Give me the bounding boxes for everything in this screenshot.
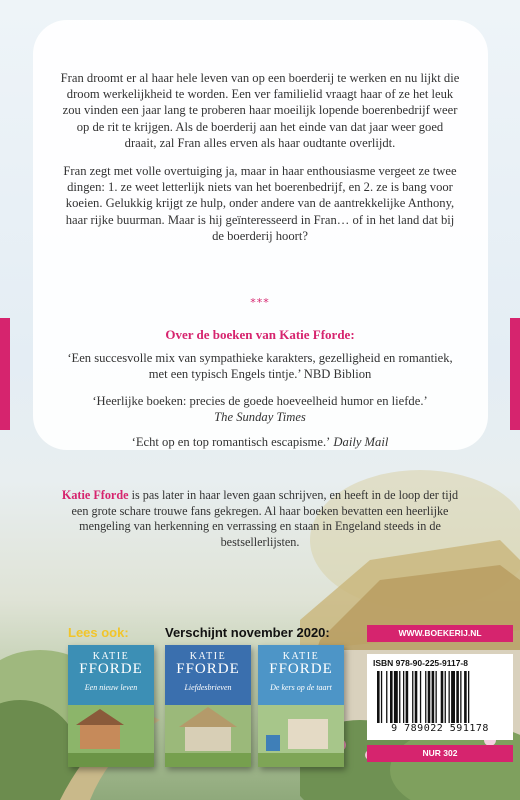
book-title: Liefdesbrieven [184,683,232,692]
author-bio-text: is pas later in haar leven gaan schrijven, en heeft in de loop der tijd een grote schare trouwe fans gekregen. Al haar boeken bevatten een heerlijke mengeling van herkenning en verrassing en staan in Engeland steeds in de bestsellerlijsten. [71,488,459,549]
lees-ook-label: Lees ook: [68,625,129,640]
book-surname: FFORDE [79,661,143,677]
book-cover-art [68,705,154,767]
blurb-paragraph-2: Fran zegt met volle overtuiging ja, maar in haar enthousiasme vergeet ze twee dingen: 1. ze weet letterlijk niets van het boerenbedrijf, en 2. ze is bang voor koeien. Gelukkig krijgt ze hulp, onder andere van de aantrekkelijke Anthony, haar rijke buurman. Maar is hij geïnteresseerd in Fran… of in het land dat bij de boerderij hoort? [63,164,457,243]
reviews-heading: Over de boeken van Katie Fforde: [165,327,355,342]
review-3 [60,434,460,450]
blurb [60,70,460,256]
book-cover-art [165,705,251,767]
publisher-url: WWW.BOEKERIJ.NL [367,625,513,642]
review-1 [60,350,460,382]
book-cover-2 [165,645,251,767]
book-cover-3 [258,645,344,767]
book-author: KATIE [282,651,320,662]
isbn-text: ISBN 978-90-225-9117-8 [373,658,468,668]
book-author: KATIE [189,651,227,662]
author-name: Katie Fforde [61,488,129,502]
review-source: The Sunday Times [214,410,306,425]
nur-code: NUR 302 [367,745,513,762]
divider-stars: *** [250,296,270,309]
book-title: De kers op de taart [270,683,332,692]
blurb-paragraph-1: Fran droomt er al haar hele leven van op een boerderij te werken en nu lijkt die droom werkelijkheid te worden. Een ver familielid vraagt haar of ze het leuk zou vinden een jaar lang te proberen haar moeilijk lopende boerenbedrijf weer op de rit te krijgen. Als de boerderij aan het einde van dat jaar weer goed draait, zal Fran alles erven als haar oudtante overlijdt. [60,71,460,150]
book-author: KATIE [92,651,130,662]
review-2 [60,393,460,425]
review-quote: ‘Een succesvolle mix van sympathieke karakters, gezelligheid en romantiek, met een typisch Engels tintje.’ [67,351,453,382]
barcode-icon [377,671,505,723]
verschijnt-label: Verschijnt november 2020: [165,625,330,640]
barcode-number: 9 789022 591178 [391,723,489,734]
barcode-box [367,654,513,740]
review-quote: ‘Heerlijke boeken: precies de goede hoeveelheid humor en liefde.’ [92,394,428,408]
book-cover-1 [68,645,154,767]
book-cover-art [258,705,344,767]
author-bio [60,488,460,550]
book-surname: FFORDE [269,661,333,677]
book-title: Een nieuw leven [84,683,138,692]
review-source: NBD Biblion [300,367,372,382]
book-surname: FFORDE [176,661,240,677]
review-quote: ‘Echt op en top romantisch escapisme.’ [131,435,331,449]
review-source: Daily Mail [330,435,389,449]
